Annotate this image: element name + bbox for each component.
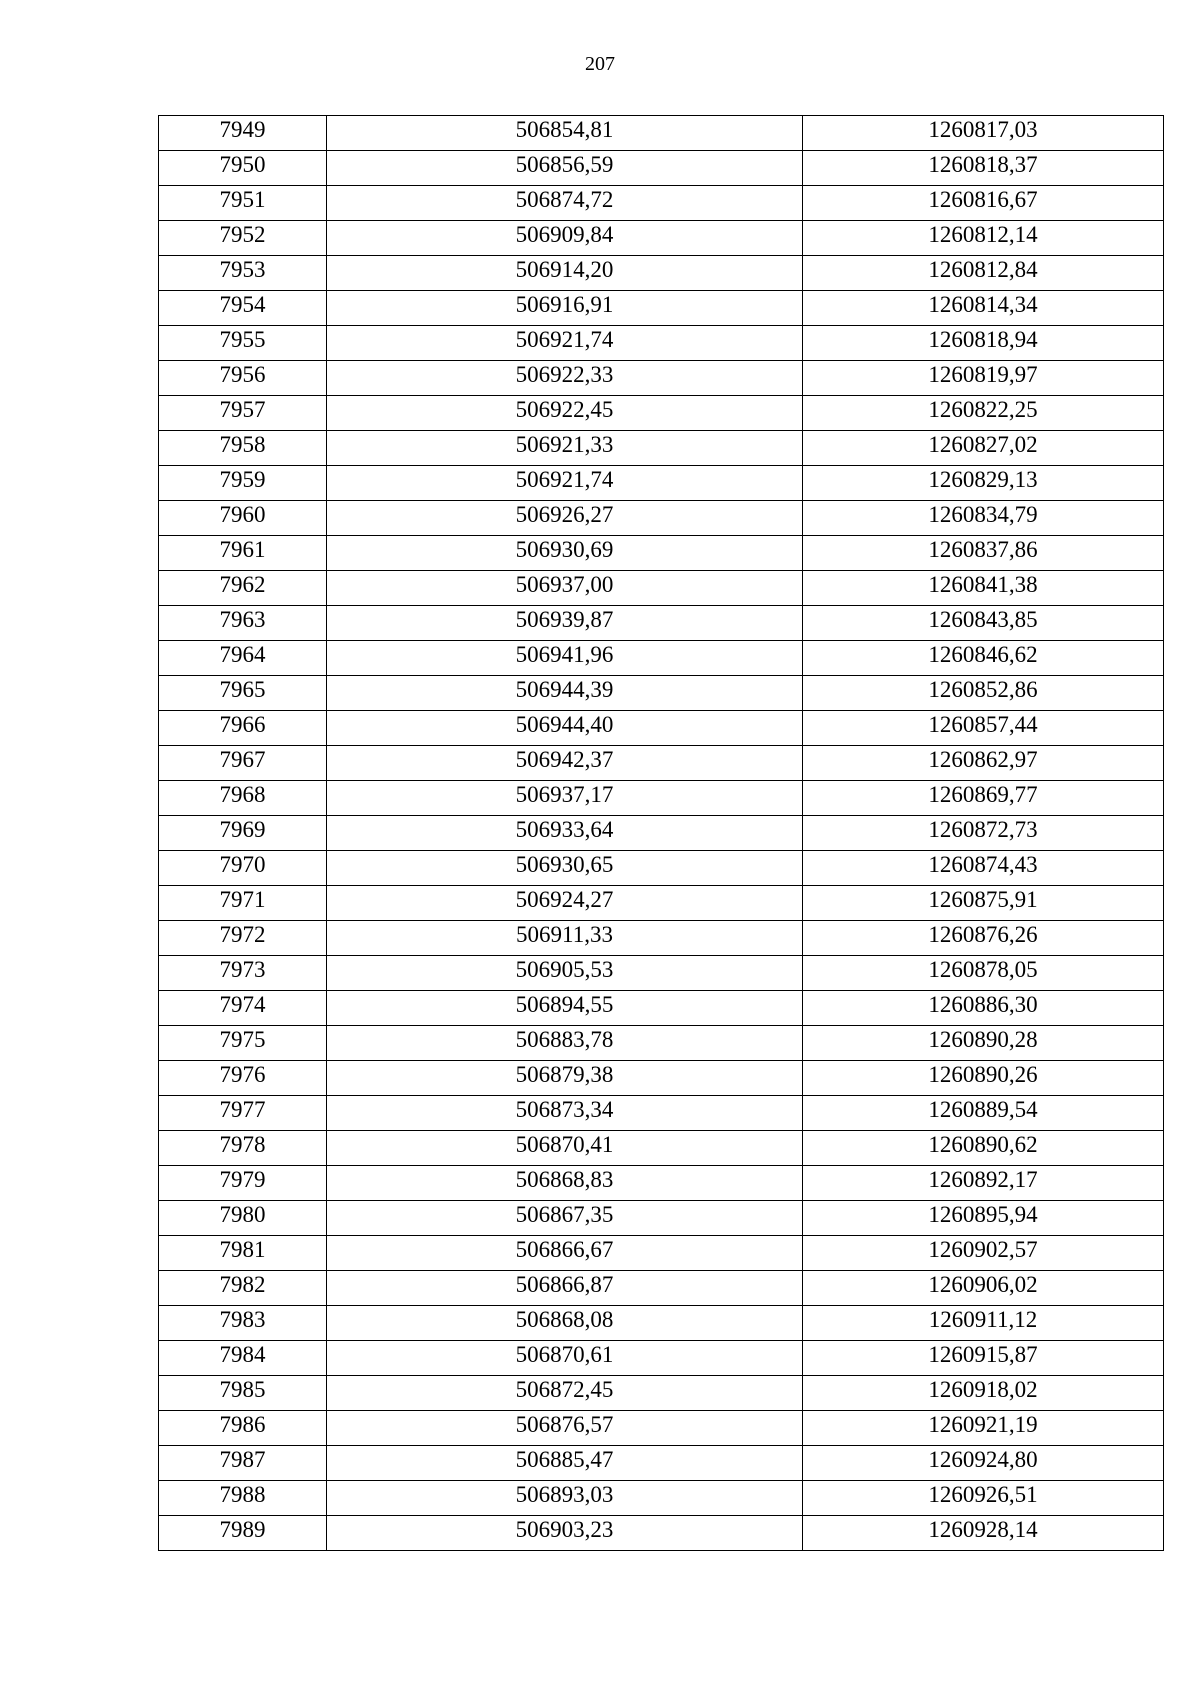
- x-coordinate-cell: 506885,47: [327, 1446, 803, 1481]
- x-coordinate-cell: 506866,87: [327, 1271, 803, 1306]
- point-number-cell: 7984: [159, 1341, 327, 1376]
- x-coordinate-cell: 506922,45: [327, 396, 803, 431]
- point-number-cell: 7983: [159, 1306, 327, 1341]
- point-number-cell: 7965: [159, 676, 327, 711]
- point-number-cell: 7967: [159, 746, 327, 781]
- table-row: [159, 886, 1164, 921]
- table-row: [159, 1236, 1164, 1271]
- x-coordinate-cell: 506916,91: [327, 291, 803, 326]
- y-coordinate-cell: 1260818,94: [803, 326, 1164, 361]
- y-coordinate-cell: 1260892,17: [803, 1166, 1164, 1201]
- point-number-cell: 7973: [159, 956, 327, 991]
- table-row: [159, 186, 1164, 221]
- y-coordinate-cell: 1260818,37: [803, 151, 1164, 186]
- x-coordinate-cell: 506866,67: [327, 1236, 803, 1271]
- table-row: [159, 116, 1164, 151]
- table-row: [159, 921, 1164, 956]
- table-row: [159, 256, 1164, 291]
- table-row: [159, 606, 1164, 641]
- table-row: [159, 956, 1164, 991]
- x-coordinate-cell: 506930,65: [327, 851, 803, 886]
- x-coordinate-cell: 506942,37: [327, 746, 803, 781]
- x-coordinate-cell: 506941,96: [327, 641, 803, 676]
- point-number-cell: 7958: [159, 431, 327, 466]
- table-row: [159, 816, 1164, 851]
- table-row: [159, 1096, 1164, 1131]
- point-number-cell: 7961: [159, 536, 327, 571]
- table-row: [159, 711, 1164, 746]
- x-coordinate-cell: 506868,83: [327, 1166, 803, 1201]
- table-row: [159, 676, 1164, 711]
- point-number-cell: 7957: [159, 396, 327, 431]
- x-coordinate-cell: 506872,45: [327, 1376, 803, 1411]
- x-coordinate-cell: 506870,61: [327, 1341, 803, 1376]
- x-coordinate-cell: 506944,40: [327, 711, 803, 746]
- x-coordinate-cell: 506883,78: [327, 1026, 803, 1061]
- x-coordinate-cell: 506870,41: [327, 1131, 803, 1166]
- table-row: [159, 431, 1164, 466]
- y-coordinate-cell: 1260816,67: [803, 186, 1164, 221]
- x-coordinate-cell: 506933,64: [327, 816, 803, 851]
- x-coordinate-cell: 506922,33: [327, 361, 803, 396]
- x-coordinate-cell: 506854,81: [327, 116, 803, 151]
- x-coordinate-cell: 506930,69: [327, 536, 803, 571]
- table-row: [159, 221, 1164, 256]
- table-row: [159, 1026, 1164, 1061]
- table-row: [159, 1061, 1164, 1096]
- table-row: [159, 991, 1164, 1026]
- y-coordinate-cell: 1260857,44: [803, 711, 1164, 746]
- y-coordinate-cell: 1260841,38: [803, 571, 1164, 606]
- x-coordinate-cell: 506944,39: [327, 676, 803, 711]
- table-row: [159, 501, 1164, 536]
- x-coordinate-cell: 506937,17: [327, 781, 803, 816]
- y-coordinate-cell: 1260814,34: [803, 291, 1164, 326]
- y-coordinate-cell: 1260869,77: [803, 781, 1164, 816]
- point-number-cell: 7963: [159, 606, 327, 641]
- y-coordinate-cell: 1260918,02: [803, 1376, 1164, 1411]
- point-number-cell: 7962: [159, 571, 327, 606]
- point-number-cell: 7968: [159, 781, 327, 816]
- x-coordinate-cell: 506937,00: [327, 571, 803, 606]
- y-coordinate-cell: 1260890,26: [803, 1061, 1164, 1096]
- x-coordinate-cell: 506921,74: [327, 466, 803, 501]
- table-row: [159, 1201, 1164, 1236]
- x-coordinate-cell: 506856,59: [327, 151, 803, 186]
- y-coordinate-cell: 1260895,94: [803, 1201, 1164, 1236]
- y-coordinate-cell: 1260872,73: [803, 816, 1164, 851]
- y-coordinate-cell: 1260902,57: [803, 1236, 1164, 1271]
- point-number-cell: 7956: [159, 361, 327, 396]
- table-row: [159, 1481, 1164, 1516]
- x-coordinate-cell: 506939,87: [327, 606, 803, 641]
- table-row: [159, 1411, 1164, 1446]
- table-row: [159, 851, 1164, 886]
- point-number-cell: 7966: [159, 711, 327, 746]
- x-coordinate-cell: 506903,23: [327, 1516, 803, 1551]
- table-row: [159, 326, 1164, 361]
- y-coordinate-cell: 1260875,91: [803, 886, 1164, 921]
- coordinates-table: [158, 115, 1164, 1551]
- point-number-cell: 7959: [159, 466, 327, 501]
- point-number-cell: 7976: [159, 1061, 327, 1096]
- table-row: [159, 1376, 1164, 1411]
- table-row: [159, 396, 1164, 431]
- point-number-cell: 7978: [159, 1131, 327, 1166]
- y-coordinate-cell: 1260924,80: [803, 1446, 1164, 1481]
- y-coordinate-cell: 1260926,51: [803, 1481, 1164, 1516]
- point-number-cell: 7988: [159, 1481, 327, 1516]
- y-coordinate-cell: 1260906,02: [803, 1271, 1164, 1306]
- y-coordinate-cell: 1260889,54: [803, 1096, 1164, 1131]
- x-coordinate-cell: 506867,35: [327, 1201, 803, 1236]
- point-number-cell: 7974: [159, 991, 327, 1026]
- table-row: [159, 746, 1164, 781]
- y-coordinate-cell: 1260817,03: [803, 116, 1164, 151]
- point-number-cell: 7970: [159, 851, 327, 886]
- y-coordinate-cell: 1260874,43: [803, 851, 1164, 886]
- table-row: [159, 361, 1164, 396]
- table-row: [159, 291, 1164, 326]
- table-row: [159, 1341, 1164, 1376]
- y-coordinate-cell: 1260846,62: [803, 641, 1164, 676]
- point-number-cell: 7954: [159, 291, 327, 326]
- point-number-cell: 7951: [159, 186, 327, 221]
- point-number-cell: 7981: [159, 1236, 327, 1271]
- point-number-cell: 7969: [159, 816, 327, 851]
- point-number-cell: 7977: [159, 1096, 327, 1131]
- table-row: [159, 571, 1164, 606]
- point-number-cell: 7982: [159, 1271, 327, 1306]
- y-coordinate-cell: 1260915,87: [803, 1341, 1164, 1376]
- x-coordinate-cell: 506921,74: [327, 326, 803, 361]
- x-coordinate-cell: 506909,84: [327, 221, 803, 256]
- y-coordinate-cell: 1260827,02: [803, 431, 1164, 466]
- point-number-cell: 7952: [159, 221, 327, 256]
- x-coordinate-cell: 506893,03: [327, 1481, 803, 1516]
- point-number-cell: 7979: [159, 1166, 327, 1201]
- x-coordinate-cell: 506876,57: [327, 1411, 803, 1446]
- page-number: 207: [585, 53, 615, 75]
- y-coordinate-cell: 1260829,13: [803, 466, 1164, 501]
- x-coordinate-cell: 506905,53: [327, 956, 803, 991]
- y-coordinate-cell: 1260876,26: [803, 921, 1164, 956]
- table-row: [159, 1306, 1164, 1341]
- point-number-cell: 7950: [159, 151, 327, 186]
- point-number-cell: 7980: [159, 1201, 327, 1236]
- point-number-cell: 7985: [159, 1376, 327, 1411]
- y-coordinate-cell: 1260878,05: [803, 956, 1164, 991]
- x-coordinate-cell: 506924,27: [327, 886, 803, 921]
- x-coordinate-cell: 506926,27: [327, 501, 803, 536]
- y-coordinate-cell: 1260886,30: [803, 991, 1164, 1026]
- y-coordinate-cell: 1260819,97: [803, 361, 1164, 396]
- y-coordinate-cell: 1260911,12: [803, 1306, 1164, 1341]
- y-coordinate-cell: 1260843,85: [803, 606, 1164, 641]
- y-coordinate-cell: 1260837,86: [803, 536, 1164, 571]
- table-row: [159, 536, 1164, 571]
- point-number-cell: 7971: [159, 886, 327, 921]
- point-number-cell: 7975: [159, 1026, 327, 1061]
- x-coordinate-cell: 506868,08: [327, 1306, 803, 1341]
- y-coordinate-cell: 1260822,25: [803, 396, 1164, 431]
- point-number-cell: 7972: [159, 921, 327, 956]
- table-row: [159, 151, 1164, 186]
- x-coordinate-cell: 506894,55: [327, 991, 803, 1026]
- point-number-cell: 7987: [159, 1446, 327, 1481]
- x-coordinate-cell: 506911,33: [327, 921, 803, 956]
- x-coordinate-cell: 506921,33: [327, 431, 803, 466]
- table-row: [159, 1166, 1164, 1201]
- y-coordinate-cell: 1260834,79: [803, 501, 1164, 536]
- y-coordinate-cell: 1260921,19: [803, 1411, 1164, 1446]
- y-coordinate-cell: 1260812,14: [803, 221, 1164, 256]
- table-row: [159, 781, 1164, 816]
- y-coordinate-cell: 1260852,86: [803, 676, 1164, 711]
- table-row: [159, 466, 1164, 501]
- point-number-cell: 7953: [159, 256, 327, 291]
- x-coordinate-cell: 506879,38: [327, 1061, 803, 1096]
- point-number-cell: 7964: [159, 641, 327, 676]
- y-coordinate-cell: 1260928,14: [803, 1516, 1164, 1551]
- y-coordinate-cell: 1260862,97: [803, 746, 1164, 781]
- x-coordinate-cell: 506874,72: [327, 186, 803, 221]
- coordinates-table-body: [159, 116, 1164, 1551]
- table-row: [159, 1131, 1164, 1166]
- y-coordinate-cell: 1260812,84: [803, 256, 1164, 291]
- point-number-cell: 7949: [159, 116, 327, 151]
- point-number-cell: 7955: [159, 326, 327, 361]
- y-coordinate-cell: 1260890,28: [803, 1026, 1164, 1061]
- x-coordinate-cell: 506914,20: [327, 256, 803, 291]
- table-row: [159, 1516, 1164, 1551]
- table-row: [159, 641, 1164, 676]
- table-row: [159, 1446, 1164, 1481]
- point-number-cell: 7960: [159, 501, 327, 536]
- x-coordinate-cell: 506873,34: [327, 1096, 803, 1131]
- y-coordinate-cell: 1260890,62: [803, 1131, 1164, 1166]
- point-number-cell: 7986: [159, 1411, 327, 1446]
- table-row: [159, 1271, 1164, 1306]
- point-number-cell: 7989: [159, 1516, 327, 1551]
